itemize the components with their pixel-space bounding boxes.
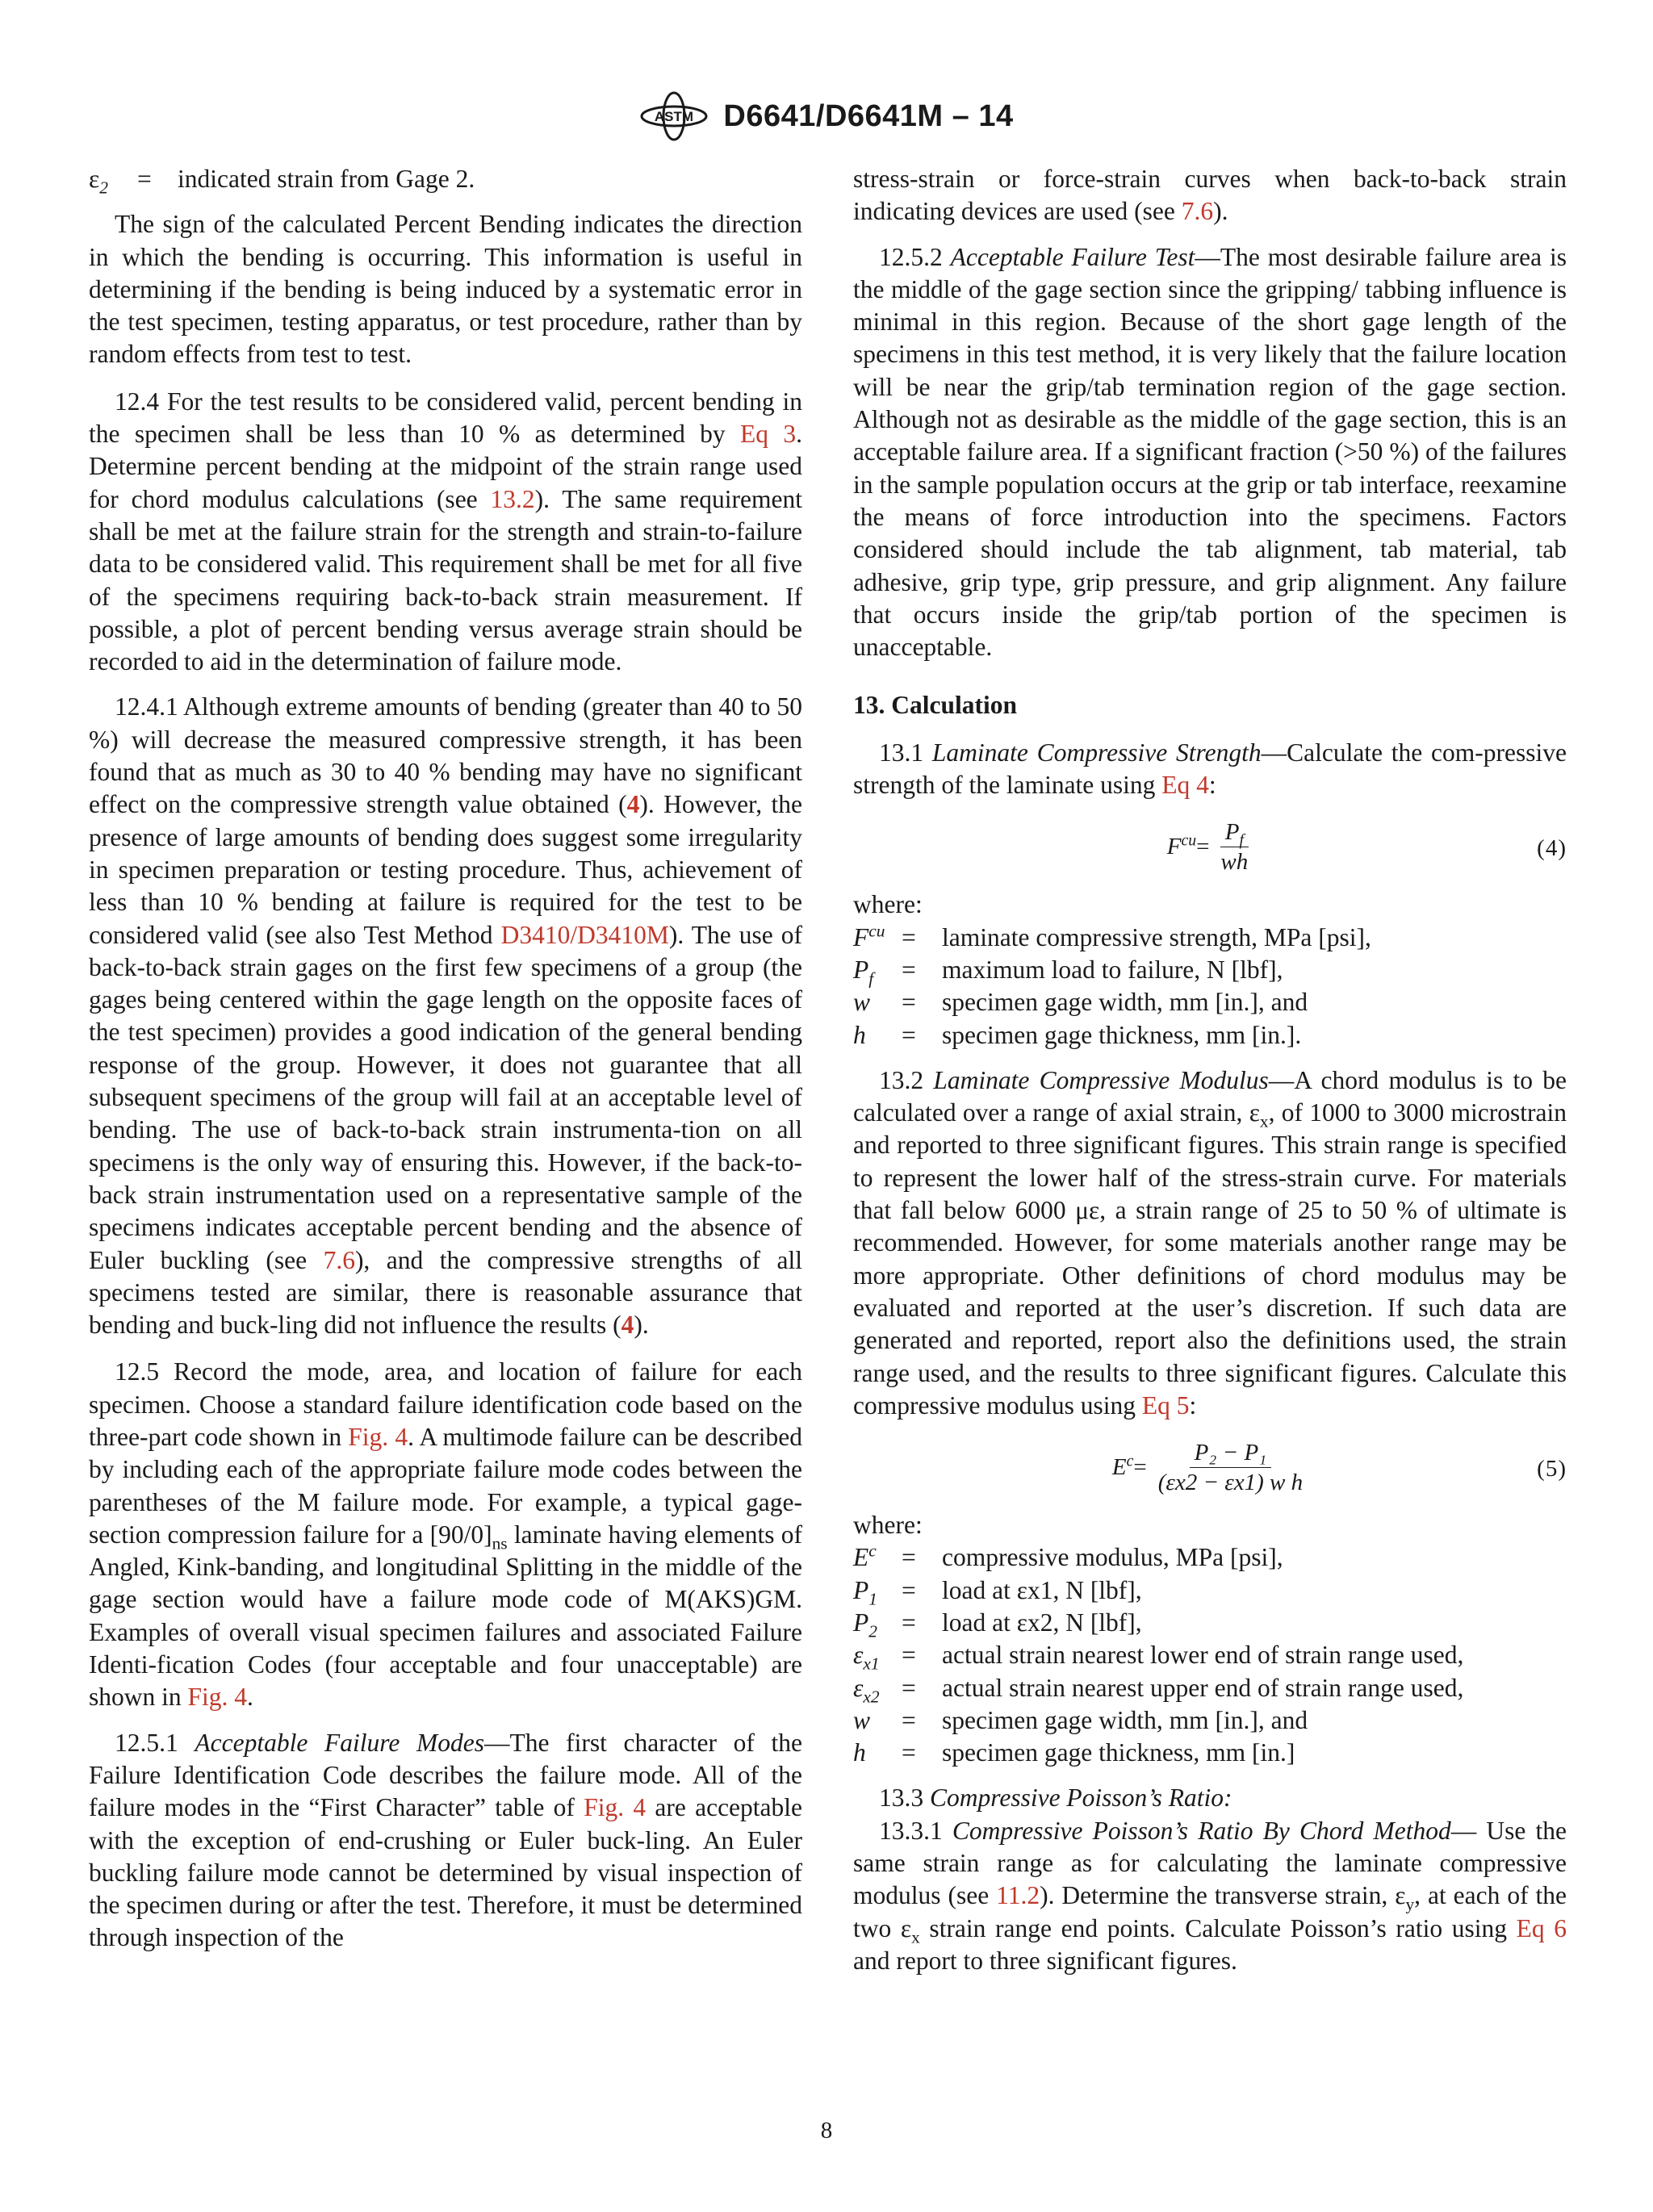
paragraph-percent-bending-sign: The sign of the calculated Percent Bending indicates the direction in which the bending is occurring. This information is useful in determining if the bending is being induced by a systematic error in the test specimen, testing apparatus, or test procedure, rather than by random effects from test to test. [89, 210, 802, 369]
definitions-eq-4 [853, 922, 1567, 1052]
link-fig-4[interactable]: Fig. 4 [584, 1793, 647, 1822]
page-number: 8 [820, 2118, 833, 2143]
left-column [89, 163, 802, 1955]
link-eq-6[interactable]: Eq 6 [1516, 1913, 1567, 1942]
definition-e2: $\varepsilon_2$ = indicated strain from Gage 2. [89, 165, 475, 198]
link-section-13-2[interactable]: 13.2 [490, 484, 535, 513]
definition-row: h = specimen gage thickness, mm [in.]. [853, 1020, 1302, 1049]
definition-row: $P_1$ = load at εx1, N [lbf], [853, 1575, 1142, 1608]
equation-number: (5) [1537, 1456, 1567, 1482]
link-d3410[interactable]: D3410/D3410M [500, 920, 669, 949]
paragraph-13-3: 13.3 Compressive Poisson’s Ratio: [879, 1783, 1232, 1813]
definitions-eq-5 [853, 1541, 1567, 1769]
paragraph-13-2: 13.2 Laminate Compressive Modulus—A chord modulus is to be calculated over a range of axial strain, $\varepsilon_x$, of 1000 to 3000 microstrain and reported to three significant figures. This strain range is specified to represent the lower half of the stress-strain curve. For materials that fall below 6000 με, a strain range of 25 to 50 % of ultimate is recommended. However, for some materials another range may be more appropriate. Other definitions of chord modulus may be evaluated and reported at the user’s discretion. If such data are generated and reported, report also the definitions used, the strain range used, and the results to three significant figures. Calculate this compressive modulus using Eq 5: [853, 1065, 1567, 1420]
link-fig-4[interactable]: Fig. 4 [187, 1683, 248, 1712]
paragraph-12-5-1-continued: stress-strain or force-strain curves when back-to-back strain indicating devices are used (see 7.6). [853, 165, 1567, 226]
paragraph-13-1: 13.1 Laminate Compressive Strength—Calculate the com-pressive strength of the laminate using Eq 4: [853, 738, 1567, 800]
link-eq-5[interactable]: Eq 5 [1141, 1390, 1190, 1420]
link-section-11-2[interactable]: 11.2 [996, 1881, 1040, 1910]
astm-logo-icon [639, 90, 709, 142]
definition-row: $P_f$ = maximum load to failure, N [lbf], [853, 955, 1283, 989]
definition-row: $E^c$ = compressive modulus, MPa [psi], [853, 1541, 1283, 1572]
definition-row: $P_2$ = load at εx2, N [lbf], [853, 1608, 1142, 1641]
definition-row: w = specimen gage width, mm [in.], and [853, 1705, 1308, 1734]
definition-row: $F^{cu}$ = laminate compressive strength, MPa [psi], [853, 921, 1371, 951]
paragraph-12-5-2: 12.5.2 Acceptable Failure Test—The most desirable failure area is the middle of the gage section since the gripping/ tabbing influence is minimal in this region. Because of the short gage length of the specimens in this test method, it is very likely that the failure location will be near the grip/tab termination region of the gage section. Although not as desirable as the middle of the gage section, this is an acceptable failure area. If a significant fraction (>50 %) of the failures in the sample population occurs at the grip or tab interface, reexamine the means of force introduction into the specimens. Factors considered should include the tab alignment, tab material, tab adhesive, grip type, grip pressure, and grip alignment. Any failure that occurs inside the grip/tab portion of the specimen is unacceptable. [853, 242, 1567, 662]
paragraph-12-5-1: 12.5.1 Acceptable Failure Modes—The first character of the Failure Identification Code describes the failure mode. All of the failure modes in the “First Character” table of Fig. 4 are acceptable with the exception of end-crushing or Euler buck-ling. An Euler buckling failure mode cannot be determined by visual inspection of the specimen during or after the test. Therefore, it must be determined through inspection of the [89, 1728, 802, 1952]
where-label: where: [853, 1511, 923, 1540]
link-eq-3[interactable]: Eq 3 [740, 420, 797, 449]
document-designation: D6641/D6641M – 14 [723, 98, 1014, 133]
link-ref-4[interactable]: 4 [621, 1311, 634, 1340]
equation-number: (4) [1537, 835, 1567, 862]
link-section-7-6[interactable]: 7.6 [1181, 197, 1214, 226]
equation-4: $F^{cu}$ = $\frac{P_f}{wh}$ (4) [1166, 818, 1567, 875]
equation-5: $E^c$ = $\frac{\text{P₂ − P₁}}{\text{(εx2 − εx1) w h}}$ (5) [1111, 1439, 1567, 1495]
link-section-7-6[interactable]: 7.6 [323, 1245, 355, 1274]
definition-row: $\varepsilon_{x1}$ = actual strain nearest lower end of strain range used, [853, 1641, 1464, 1674]
link-eq-4[interactable]: Eq 4 [1161, 771, 1209, 800]
where-label: where: [853, 890, 923, 919]
paragraph-12-4-1: 12.4.1 Although extreme amounts of bending (greater than 40 to 50 %) will decrease the measured compressive strength, it has been found that as much as 30 to 40 % bending may have no significant effect on the compressive strength value obtained (4). However, the presence of large amounts of bending does suggest some irregularity in specimen preparation or testing procedure. Thus, achievement of less than 10 % bending at failure is required for the test to be considered valid (see also Test Method D3410/D3410M). The use of back-to-back strain gages on the first few specimens of a group (the gages being centered within the gage length on the opposite faces of the test specimen) provides a good indication of the general bending response of the group. However, it does not guarantee that all subsequent specimens of the group will fail at an acceptable level of bending. The use of back-to-back strain instrumenta-tion on all specimens is the only way of ensuring this. However, if the back-to-back strain instrumentation used on a representative sample of the specimens indicates acceptable percent bending and the absence of Euler buckling (see 7.6), and the compressive strengths of all specimens tested are similar, there is reasonable assurance that bending and buck-ling did not influence the results (4). [89, 692, 803, 1340]
paragraph-12-5: 12.5 Record the mode, area, and location of failure for each specimen. Choose a standard failure identification code based on the three-part code shown in Fig. 4. A multimode failure can be described by including each of the appropriate failure mode codes between the parentheses of the M failure mode. For example, a typical gage-section compression failure for a $[90/0]_{ns}$ laminate having elements of Angled, Kink-banding, and longitudinal Splitting in the middle of the gage section would have a failure mode code of M(AKS)GM. Examples of overall visual specimen failures and associated Failure Identi-fication Codes (four acceptable and four unacceptable) are shown in Fig. 4. [89, 1357, 802, 1712]
paragraph-13-3-1: 13.3.1 Compressive Poisson’s Ratio By Chord Method— Use the same strain range as for calculating the laminate compressive modulus (see 11.2). Determine the transverse strain, $\varepsilon_y$, at each of the two $\varepsilon_x$ strain range end points. Calculate Poisson’s ratio using Eq 6 and report to three significant figures. [853, 1816, 1567, 1975]
right-column [853, 163, 1567, 1977]
link-ref-4[interactable]: 4 [626, 790, 640, 819]
definition-row: $\varepsilon_{x2}$ = actual strain nearest upper end of strain range used, [853, 1673, 1464, 1706]
section-heading-calculation: 13. Calculation [853, 691, 1018, 720]
svg-text:ASTM: ASTM [655, 109, 694, 124]
paragraph-12-4: 12.4 For the test results to be considered valid, percent bending in the specimen shall be less than 10 % as determined by Eq 3. Determine percent bending at the midpoint of the strain range used for chord modulus calculations (see 13.2). The same requirement shall be met at the failure strain for the strength and strain-to-failure data to be considered valid. This requirement shall be met for all five of the specimens requiring back-to-back strain measurement. If possible, a plot of percent bending versus average strain should be recorded to aid in the determination of failure mode. [89, 387, 802, 676]
link-fig-4[interactable]: Fig. 4 [348, 1422, 408, 1451]
page-header [0, 90, 1653, 142]
definition-row: w = specimen gage width, mm [in.], and [853, 988, 1308, 1017]
definition-row: h = specimen gage thickness, mm [in.] [853, 1738, 1295, 1767]
